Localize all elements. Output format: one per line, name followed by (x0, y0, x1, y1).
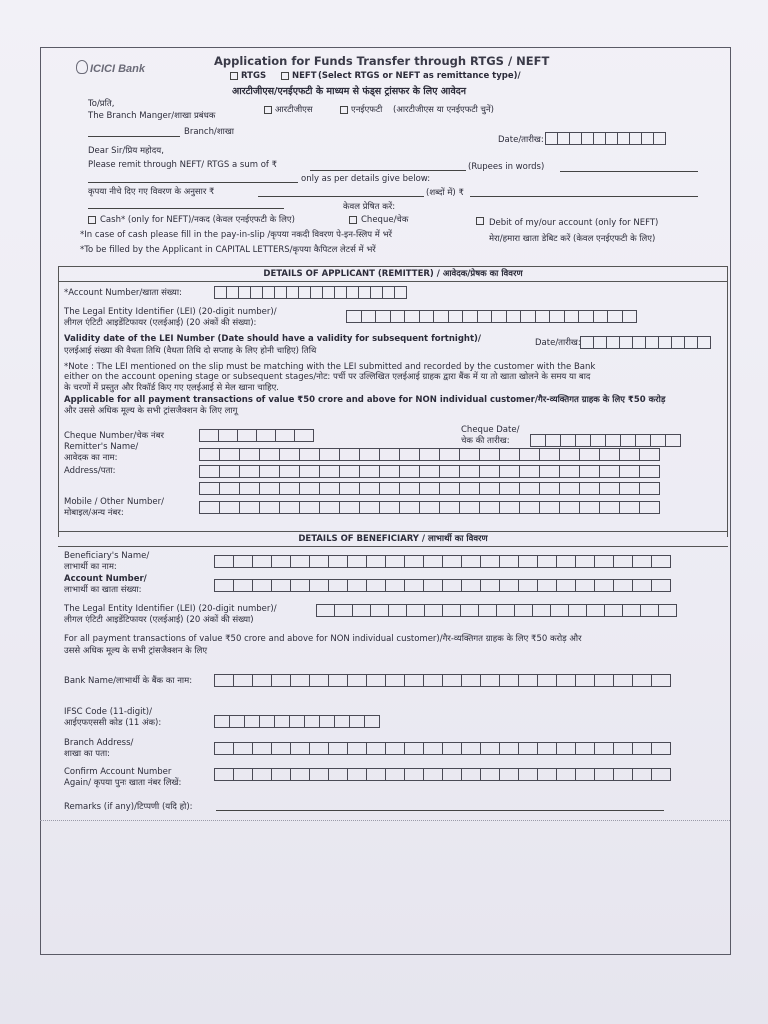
bank-logo-text: ICICI Bank (90, 63, 146, 75)
rtgs-hindi-checkbox[interactable] (264, 106, 272, 114)
remitter-lei-boxes[interactable] (346, 310, 636, 323)
bank-logo-icon (76, 60, 88, 74)
date-label: Date/तारीख: (498, 135, 544, 145)
amount-line[interactable] (310, 170, 466, 171)
note-cash: *In case of cash please fill in the pay-in-slip /कृपया नकदी विवरण पे-इन-स्लिप में भरें (80, 230, 393, 240)
lei-validity-label: Validity date of the LEI Number (Date should have a validity for subsequent fortnight)/ (64, 334, 482, 344)
beneficiary-lei-label-hindi: लीगल एंटिटी आइडेंटिफायर (एलईआई) (20 अंकों की संख्या) (64, 615, 254, 625)
bank-name-label: Bank Name/लाभार्थी के बैंक का नाम: (64, 676, 193, 686)
beneficiary-applicable-line-1: For all payment transactions of value ₹50 crore and above for NON individual customer)/गैर-व्यक्तिगत ग्राहक के लिए ₹50 करोड़ और (64, 634, 582, 644)
remitter-account-label: *Account Number/खाता संख्या: (64, 288, 182, 298)
remitter-left-rule (58, 266, 59, 537)
remitter-name-label-hindi: आवेदक का नाम: (64, 453, 118, 463)
bank-name-boxes[interactable] (214, 674, 670, 687)
cheque-number-boxes[interactable] (199, 429, 313, 442)
branch-label: Branch/शाखा (184, 127, 234, 137)
address-boxes-1[interactable] (199, 465, 659, 478)
neft-hindi-label: एनईएफटी (351, 105, 383, 115)
beneficiary-name-boxes[interactable] (214, 555, 670, 568)
beneficiary-account-label: Account Number/ (64, 574, 147, 584)
rupees-words-label: (Rupees in words) (468, 162, 545, 172)
remitter-lei-label-hindi: लीगल एंटिटी आइडेंटिफायर (एलईआई) (20 अंकों की संख्या): (64, 318, 257, 328)
beneficiary-account-label-hindi: लाभार्थी का खाता संख्या: (64, 585, 142, 595)
hindi-words-line-2[interactable] (88, 208, 284, 209)
branch-name-line[interactable] (88, 136, 180, 137)
applicable-line-2: और उससे अधिक मूल्य के सभी ट्रांसजैक्शन के लिए लागू (64, 406, 238, 416)
remitter-section-title: DETAILS OF APPLICANT (REMITTER) / आवेदक/प्रेषक का विवरण (263, 269, 523, 279)
remitter-right-rule (727, 266, 728, 537)
dear-label: Dear Sir/प्रिय महोदय, (88, 146, 164, 156)
beneficiary-name-label: Beneficiary's Name/ (64, 551, 150, 561)
cheque-date-label-hindi: चेक की तारीख: (461, 436, 510, 446)
debit-label: Debit of my/our account (only for NEFT) (489, 218, 659, 228)
debit-hindi-label: मेरा/हमारा खाता डेबिट करें (केवल एनईएफटी के लिए) (489, 234, 656, 244)
rtgs-checkbox[interactable] (230, 72, 238, 80)
beneficiary-section-heading (58, 531, 728, 547)
neft-checkbox[interactable] (281, 72, 289, 80)
rtgs-hindi-label: आरटीजीएस (275, 105, 313, 115)
note-line-1: *Note : The LEI mentioned on the slip must be matching with the LEI submitted and recorded by the customer with the Bank (64, 362, 596, 372)
mobile-label-hindi: मोबाइल/अन्य नंबर: (64, 508, 124, 518)
remit-label: Please remit through NEFT/ RTGS a sum of ₹ (88, 160, 278, 170)
cheque-date-boxes[interactable] (530, 434, 680, 447)
form-title: Application for Funds Transfer through RTGS / NEFT (214, 54, 550, 68)
cheque-date-label: Cheque Date/ (461, 425, 520, 435)
type-hint: (Select RTGS or NEFT as remittance type)/ (318, 71, 521, 81)
validity-date-label: Date/तारीख: (535, 338, 581, 348)
remarks-line[interactable] (216, 810, 664, 811)
beneficiary-account-boxes[interactable] (214, 579, 670, 592)
branch-address-boxes[interactable] (214, 742, 670, 755)
hindi-amount-line[interactable] (258, 196, 424, 197)
address-label: Address/पता: (64, 466, 116, 476)
neft-hindi-checkbox[interactable] (340, 106, 348, 114)
beneficiary-lei-label: The Legal Entity Identifier (LEI) (20-digit number)/ (64, 604, 277, 614)
remitter-lei-label: The Legal Entity Identifier (LEI) (20-digit number)/ (64, 307, 277, 317)
beneficiary-name-label-hindi: लाभार्थी का नाम: (64, 562, 117, 572)
note-line-2: either on the account opening stage or subsequent stages/नोट: पर्ची पर उल्लिखित एलईआई ग्राहक द्वारा बैंक में या तो खाता खोलने के समय या बाद (64, 372, 591, 382)
beneficiary-applicable-line-2: उससे अधिक मूल्य के सभी ट्रांसजैक्शन के लिए (64, 646, 208, 656)
bank-logo (76, 60, 145, 75)
section-divider (40, 820, 730, 821)
to-label: To/प्रति, (88, 99, 115, 109)
cash-label: Cash* (only for NEFT)/नकद (केवल एनईएफटी के लिए) (100, 215, 295, 225)
valid-only-label: केवल प्रेषित करें: (343, 202, 396, 212)
cheque-checkbox[interactable] (349, 216, 357, 224)
validity-date-boxes[interactable] (580, 336, 710, 349)
only-details-label: only as per details give below: (301, 174, 431, 184)
remitter-account-boxes[interactable] (214, 286, 406, 299)
mobile-boxes[interactable] (199, 501, 659, 514)
cheque-label: Cheque/चेक (361, 215, 409, 225)
remitter-name-boxes[interactable] (199, 448, 659, 461)
remarks-label: Remarks (if any)/टिप्पणी (यदि हो): (64, 802, 193, 812)
applicable-line-1: Applicable for all payment transactions of value ₹50 crore and above for NON individual customer/गैर-व्यक्तिगत ग्राहक के लिए ₹50 करोड़ (64, 395, 666, 405)
rupees-words-line[interactable] (560, 171, 698, 172)
type-hindi-hint: (आरटीजीएस या एनईएफटी चुनें) (393, 105, 494, 115)
amount-words-line[interactable] (88, 182, 298, 183)
debit-checkbox[interactable] (476, 217, 484, 225)
ifsc-label: IFSC Code (11-digit)/ (64, 707, 152, 717)
cheque-number-label: Cheque Number/चेक नंबर (64, 431, 164, 441)
ifsc-boxes[interactable] (214, 715, 379, 728)
branch-address-label-hindi: शाखा का पता: (64, 749, 111, 759)
cash-checkbox[interactable] (88, 216, 96, 224)
note-capitals: *To be filled by the Applicant in CAPITAL LETTERS/कृपया कैपिटल लेटर्स में भरें (80, 245, 376, 255)
confirm-account-label: Confirm Account Number (64, 767, 172, 777)
remitter-name-label: Remitter's Name/ (64, 442, 139, 452)
hindi-words-line[interactable] (470, 196, 698, 197)
neft-label: NEFT (292, 71, 317, 81)
beneficiary-section-title: DETAILS OF BENEFICIARY / लाभार्थी का विवरण (298, 534, 488, 544)
address-boxes-2[interactable] (199, 482, 659, 495)
branch-address-label: Branch Address/ (64, 738, 134, 748)
rtgs-label: RTGS (241, 71, 267, 81)
beneficiary-lei-boxes[interactable] (316, 604, 676, 617)
remitter-section-heading (58, 266, 728, 282)
lei-validity-label-hindi: एलईआई संख्या की वैधता तिथि (वैधता तिथि दो सप्ताह के लिए होनी चाहिए) तिथि (64, 346, 317, 356)
hindi-remit-label: कृपया नीचे दिए गए विवरण के अनुसार ₹ (88, 187, 215, 197)
date-boxes[interactable] (545, 132, 665, 145)
branch-manager-label: The Branch Manger/शाखा प्रबंधक (88, 111, 216, 121)
hindi-words-label: (शब्दों में) ₹ (426, 188, 464, 198)
confirm-account-boxes[interactable] (214, 768, 670, 781)
note-line-3: के चरणों में प्रस्तुत और रिकॉर्ड किए गए एलईआई से मेल खाना चाहिए. (64, 383, 280, 393)
ifsc-label-hindi: आईएफएससी कोड (11 अंक): (64, 718, 162, 728)
form-title-hindi: आरटीजीएस/एनईएफटी के माध्यम से फंड्स ट्रांसफर के लिए आवेदन (232, 86, 467, 97)
confirm-account-label-hindi: Again/ कृपया पुनः खाता नंबर लिखें: (64, 778, 182, 788)
mobile-label: Mobile / Other Number/ (64, 497, 164, 507)
